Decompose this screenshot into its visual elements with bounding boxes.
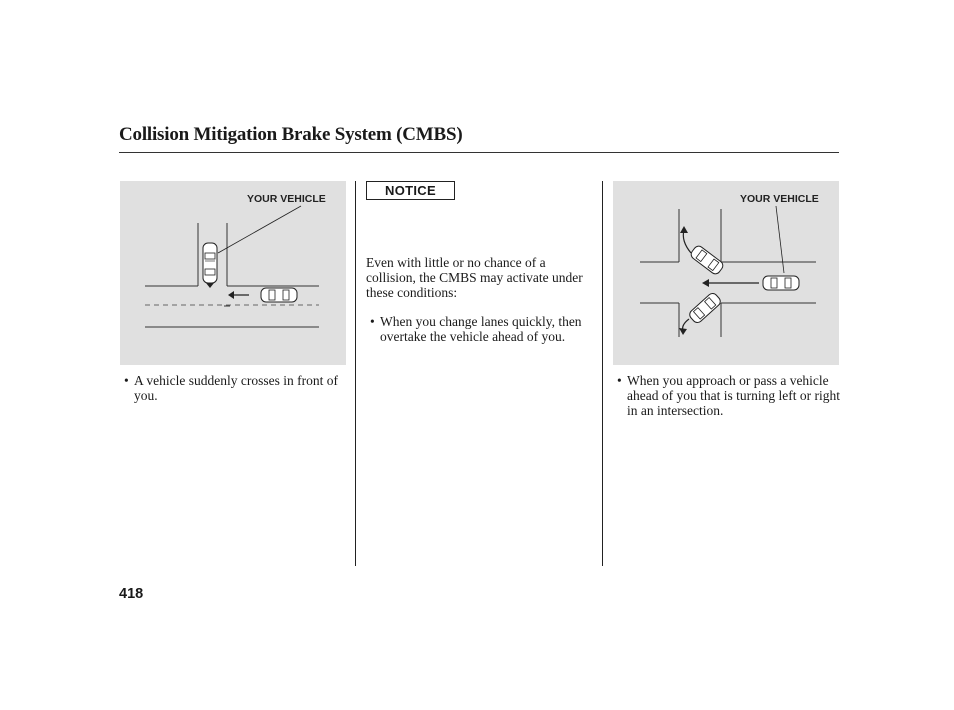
column-divider-left (355, 181, 356, 566)
your-vehicle-label-right: YOUR VEHICLE (740, 193, 819, 205)
notice-box: NOTICE (366, 181, 455, 200)
turning-vehicle-car-lower (688, 291, 723, 324)
your-vehicle-label: YOUR VEHICLE (247, 193, 326, 205)
crossing-vehicle-diagram (120, 181, 346, 365)
right-diagram-panel (613, 181, 839, 365)
title-rule (119, 152, 839, 153)
notice-paragraph: Even with little or no chance of a collision, the CMBS may activate under these conditions: (366, 255, 583, 300)
right-bullet-text: • When you approach or pass a vehicle ahead of you that is turning left or right in an intersection. (617, 373, 845, 418)
crossing-vehicle-car (261, 288, 297, 302)
your-vehicle-car (203, 243, 217, 283)
page-title: Collision Mitigation Brake System (CMBS) (119, 124, 463, 145)
page-number: 418 (119, 586, 144, 602)
left-diagram-panel (120, 181, 346, 365)
middle-bullet-text: • When you change lanes quickly, then overtake the vehicle ahead of you. (370, 314, 605, 344)
your-vehicle-car-right (763, 276, 799, 290)
intersection-diagram (613, 181, 839, 365)
column-divider-right (602, 181, 603, 566)
turning-vehicle-car-upper (689, 244, 725, 276)
left-bullet-text: • A vehicle suddenly crosses in front of you. (124, 373, 360, 403)
